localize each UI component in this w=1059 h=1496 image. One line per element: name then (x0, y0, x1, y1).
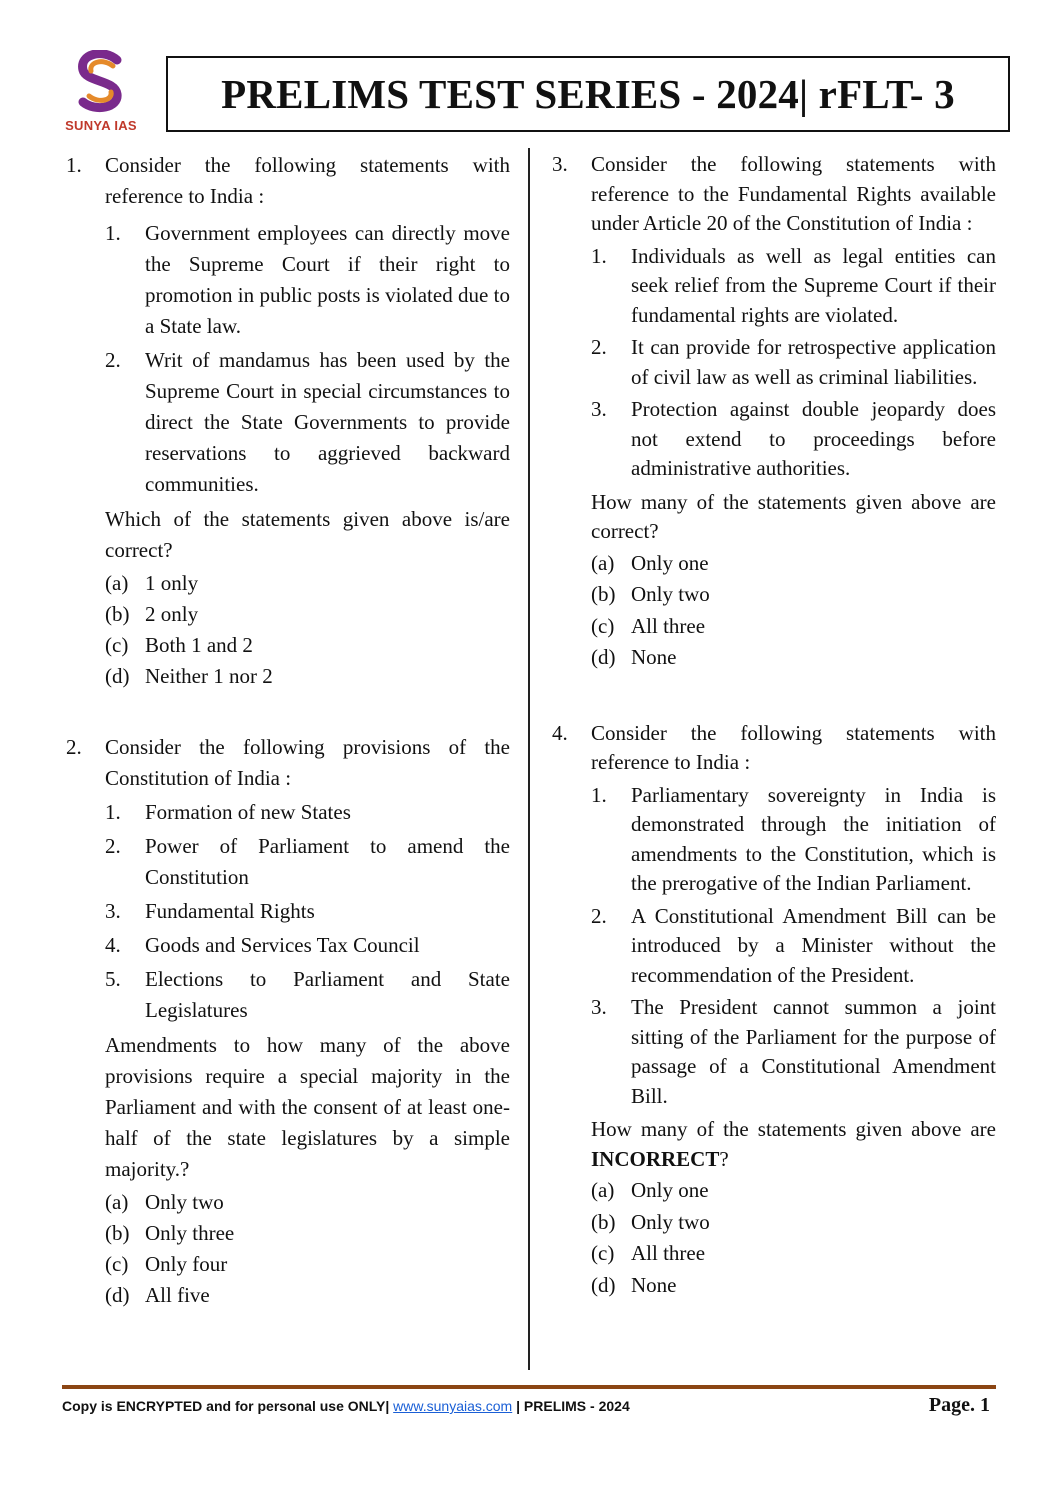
statement-text: Goods and Services Tax Council (145, 933, 420, 957)
statement-number: 5. (105, 967, 121, 991)
option-text: None (631, 645, 677, 669)
statement-item (591, 781, 996, 899)
right-column (548, 148, 996, 1300)
option-text: All three (631, 1241, 706, 1265)
statement-list (591, 242, 996, 484)
option-label: (b) (105, 602, 130, 626)
option-label: (b) (591, 582, 616, 606)
option-c[interactable] (105, 1249, 510, 1280)
option-text: 2 only (145, 602, 199, 626)
option-d[interactable] (105, 1280, 510, 1311)
option-label: (c) (591, 613, 615, 638)
header-title-box (166, 56, 1010, 132)
statement-item (591, 333, 996, 392)
statement-item (105, 831, 510, 893)
option-text: Only two (631, 582, 710, 606)
option-label: (a) (591, 550, 615, 575)
statement-item (105, 964, 510, 1026)
option-text: All five (145, 1283, 210, 1307)
statement-text: Government employees can directly move the Supreme Court if their right to promotion in public posts is violated due to a State law. (145, 221, 510, 338)
footer (62, 1394, 996, 1420)
option-c[interactable] (591, 1239, 996, 1269)
option-label: (a) (591, 1178, 615, 1202)
statement-item (105, 218, 510, 342)
option-text: None (631, 1272, 677, 1297)
option-text: Neither 1 nor 2 (145, 664, 273, 688)
question-prompt (591, 1115, 996, 1174)
statement-list (105, 797, 510, 1026)
question-stem: Consider the following statements with reference to the Fundamental Rights available under Article 20 of the Constitution of India : (591, 152, 996, 235)
option-label: (a) (105, 1190, 129, 1214)
option-d[interactable] (591, 1271, 996, 1301)
option-text: Only one (631, 1178, 709, 1202)
option-text: Only two (145, 1190, 224, 1214)
statement-text: A Constitutional Amendment Bill can be introduced by a Minister without the recommendation of the President. (631, 903, 996, 987)
statement-number: 2. (591, 335, 607, 359)
statement-text: The President cannot summon a joint sitting of the Parliament for the purpose of passage of a Constitutional Amendment Bill. (631, 995, 996, 1108)
question-stem: Consider the following provisions of the Constitution of India : (105, 735, 510, 790)
option-text: Only two (631, 1209, 710, 1234)
option-label: (d) (591, 645, 616, 669)
left-column (62, 148, 510, 1311)
option-b[interactable] (591, 580, 996, 610)
option-label: (c) (591, 1241, 615, 1265)
statement-number: 1. (591, 782, 607, 807)
statement-text: Power of Parliament to amend the Constitution (145, 834, 510, 889)
question-number: 4. (552, 720, 568, 745)
option-text: Both 1 and 2 (145, 633, 253, 657)
statement-text: Fundamental Rights (145, 899, 315, 923)
option-label: (c) (105, 633, 129, 657)
option-label: (d) (105, 1283, 130, 1307)
statement-item (105, 345, 510, 500)
footer-suffix: | PRELIMS - 2024 (512, 1398, 630, 1414)
statement-number: 2. (105, 348, 121, 372)
statement-text: Elections to Parliament and State Legislatures (145, 967, 510, 1022)
option-b[interactable] (105, 599, 510, 630)
option-c[interactable] (591, 612, 996, 642)
option-b[interactable] (591, 1208, 996, 1238)
prompt-emphasis: INCORRECT (591, 1146, 720, 1171)
statement-item (591, 242, 996, 331)
option-label: (b) (105, 1221, 130, 1245)
statement-text: Protection against double jeopardy does not extend to proceedings before administrative authorities. (631, 397, 996, 480)
question-1 (62, 150, 510, 692)
option-d[interactable] (105, 661, 510, 692)
column-divider (528, 148, 530, 1370)
option-text: Only one (631, 550, 709, 575)
website-link[interactable]: www.sunyaias.com (393, 1398, 513, 1414)
logo (58, 50, 144, 140)
footer-rule (62, 1385, 996, 1389)
option-label: (d) (591, 1272, 616, 1297)
option-d[interactable] (591, 643, 996, 673)
option-list (105, 568, 510, 692)
option-b[interactable] (105, 1218, 510, 1249)
question-4 (548, 719, 996, 1301)
question-2 (62, 732, 510, 1311)
statement-item (105, 896, 510, 927)
statement-text: Formation of new States (145, 800, 351, 824)
option-a[interactable] (105, 568, 510, 599)
statement-number: 1. (105, 800, 121, 824)
statement-item (591, 395, 996, 484)
option-c[interactable] (105, 630, 510, 661)
prompt-suffix: ? (719, 1146, 729, 1171)
question-prompt: How many of the statements given above are correct? (591, 489, 996, 543)
page-title: PRELIMS TEST SERIES - 2024| rFLT- 3 (221, 71, 955, 117)
option-label: (b) (591, 1209, 616, 1234)
statement-list (105, 218, 510, 500)
statement-number: 3. (591, 397, 607, 421)
prompt-text: How many of the statements given above are (591, 1117, 996, 1141)
question-number: 2. (66, 735, 82, 759)
statement-text: It can provide for retrospective application of civil law as well as criminal liabilities. (631, 335, 996, 389)
statement-number: 2. (105, 834, 121, 858)
statement-number: 1. (105, 221, 121, 245)
question-number: 1. (66, 153, 82, 177)
statement-number: 3. (591, 995, 607, 1019)
statement-item (105, 930, 510, 961)
statement-text: Writ of mandamus has been used by the Supreme Court in special circumstances to direct the State Governments to provide reservations to aggrieved backward communities. (145, 348, 510, 496)
question-stem: Consider the following statements with reference to India : (105, 153, 510, 208)
option-a[interactable] (105, 1187, 510, 1218)
option-text: Only three (145, 1221, 235, 1245)
question-prompt: Amendments to how many of the above provisions require a special majority in the Parliament and with the consent of at least one-half of the state legislatures by a simple majority.? (105, 1033, 510, 1181)
page-number: Page. 1 (928, 1394, 990, 1416)
question-3 (548, 150, 996, 673)
statement-item (591, 902, 996, 991)
statement-text: Individuals as well as legal entities can seek relief from the Supreme Court if their fundamental rights are violated. (631, 243, 996, 327)
logo-text: SUNYA IAS (65, 118, 137, 133)
statement-number: 1. (591, 243, 607, 268)
option-a[interactable] (591, 1176, 996, 1206)
option-a[interactable] (591, 549, 996, 579)
option-text: Only four (145, 1252, 228, 1276)
option-label: (a) (105, 571, 129, 595)
footer-notice: Copy is ENCRYPTED and for personal use ONLY| (62, 1398, 394, 1414)
statement-number: 4. (105, 933, 121, 957)
option-list (105, 1187, 510, 1311)
question-stem: Consider the following statements with reference to India : (591, 720, 996, 774)
statement-number: 3. (105, 899, 121, 923)
option-label: (d) (105, 664, 130, 688)
option-list (591, 1176, 996, 1300)
statement-list (591, 781, 996, 1112)
footer-text (62, 1398, 630, 1414)
question-prompt: Which of the statements given above is/are correct? (105, 507, 510, 562)
option-text: All three (631, 613, 706, 638)
statement-number: 2. (591, 903, 607, 928)
statement-text: Parliamentary sovereignty in India is demonstrated through the initiation of amendments to the Constitution, which is the prerogative of the Indian Parliament. (631, 782, 996, 895)
option-list (591, 549, 996, 673)
option-text: 1 only (145, 571, 199, 595)
sunya-s-icon (73, 50, 129, 116)
statement-item (591, 993, 996, 1111)
question-number: 3. (552, 152, 568, 176)
statement-item (105, 797, 510, 828)
option-label: (c) (105, 1252, 129, 1276)
